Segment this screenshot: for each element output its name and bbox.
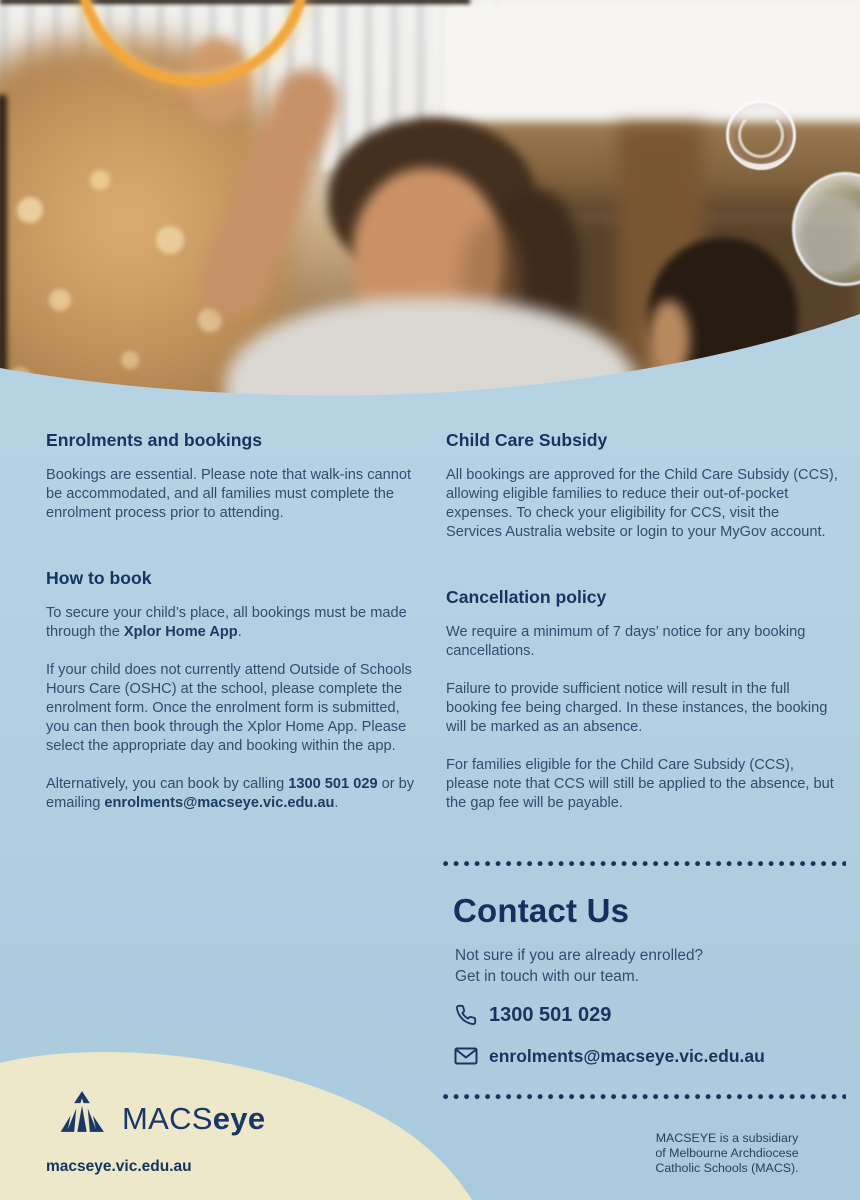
email-address-inline[interactable]: enrolments@macseye.vic.edu.au xyxy=(104,795,335,811)
contact-intro xyxy=(443,945,846,987)
bright-sky xyxy=(440,0,860,132)
contact-title: Contact Us xyxy=(453,892,630,929)
text-segment: To secure your child’s place, all bookings must be made through the xyxy=(46,605,407,640)
phone-number-inline: 1300 501 029 xyxy=(288,776,378,792)
right-column xyxy=(446,431,838,832)
disclaimer-line1: MACSEYE is a subsidiary xyxy=(655,1131,799,1145)
disclaimer-line2: of Melbourne Archdiocese xyxy=(655,1145,799,1160)
soap-bubble-small xyxy=(726,100,796,170)
wordmark-macs: MACS xyxy=(122,1101,213,1136)
disclaimer-line3: Catholic Schools (MACS). xyxy=(655,1160,799,1175)
how-to-book-paragraph-1 xyxy=(46,604,418,642)
section-title-how-to-book: How to book xyxy=(46,568,152,588)
wordmark-eye: eye xyxy=(212,1101,266,1136)
text-segment: . xyxy=(334,795,339,811)
macseye-wordmark xyxy=(122,1103,265,1134)
how-to-book-paragraph-3 xyxy=(46,775,418,813)
cancellation-paragraph-2: Failure to provide sufficient notice will result in the full booking fee being charged. In these instances, the booking will be marked as an absence. xyxy=(446,681,828,735)
contact-phone-row[interactable] xyxy=(443,1002,846,1028)
text-segment: Alternatively, you can book by calling xyxy=(46,776,289,792)
contact-intro-line2: Get in touch with our team. xyxy=(455,968,639,985)
macseye-logo xyxy=(58,1086,265,1138)
macs-disclaimer xyxy=(638,1131,816,1175)
contact-phone-number[interactable]: 1300 501 029 xyxy=(489,1003,612,1026)
dotted-divider-top xyxy=(443,861,846,867)
left-column xyxy=(46,431,418,832)
phone-icon xyxy=(453,1002,479,1028)
enrolments-paragraph: Bookings are essential. Please note that walk-ins cannot be accommodated, and all families must complete the enrolment process prior to attending. xyxy=(46,467,412,521)
macseye-peak-logo-icon xyxy=(58,1086,106,1138)
photo-wave-mask xyxy=(0,300,860,421)
xplor-app-name: Xplor Home App xyxy=(123,624,238,640)
cancellation-paragraph-3: For families eligible for the Child Care Subsidy (CCS), please note that CCS will still be applied to the absence, but the gap fee will be payable. xyxy=(446,757,834,811)
subsidy-paragraph: All bookings are approved for the Child Care Subsidy (CCS), allowing eligible families to reduce their out-of-pocket expenses. To check your eligibility for CCS, visit the Services Australia website or login to your MyGov account. xyxy=(446,467,838,540)
section-title-subsidy: Child Care Subsidy xyxy=(446,430,608,450)
section-title-cancellation: Cancellation policy xyxy=(446,587,607,607)
section-title-enrolments: Enrolments and bookings xyxy=(46,430,263,450)
contact-intro-line1: Not sure if you are already enrolled? xyxy=(455,947,704,964)
text-segment: . xyxy=(237,624,242,640)
cancellation-paragraph-1: We require a minimum of 7 days’ notice for any booking cancellations. xyxy=(446,624,806,659)
how-to-book-paragraph-2: If your child does not currently attend Outside of Schools Hours Care (OSHC) at the school, please complete the enrolment form. Once the enrolment form is submitted, you can then book through the Xplor Home App. Please select the appropriate day and booking within the app. xyxy=(46,662,412,754)
website-url[interactable]: macseye.vic.edu.au xyxy=(46,1158,192,1175)
contact-email-address[interactable]: enrolments@macseye.vic.edu.au xyxy=(489,1045,765,1066)
text-segment: or by emailing xyxy=(46,776,415,811)
